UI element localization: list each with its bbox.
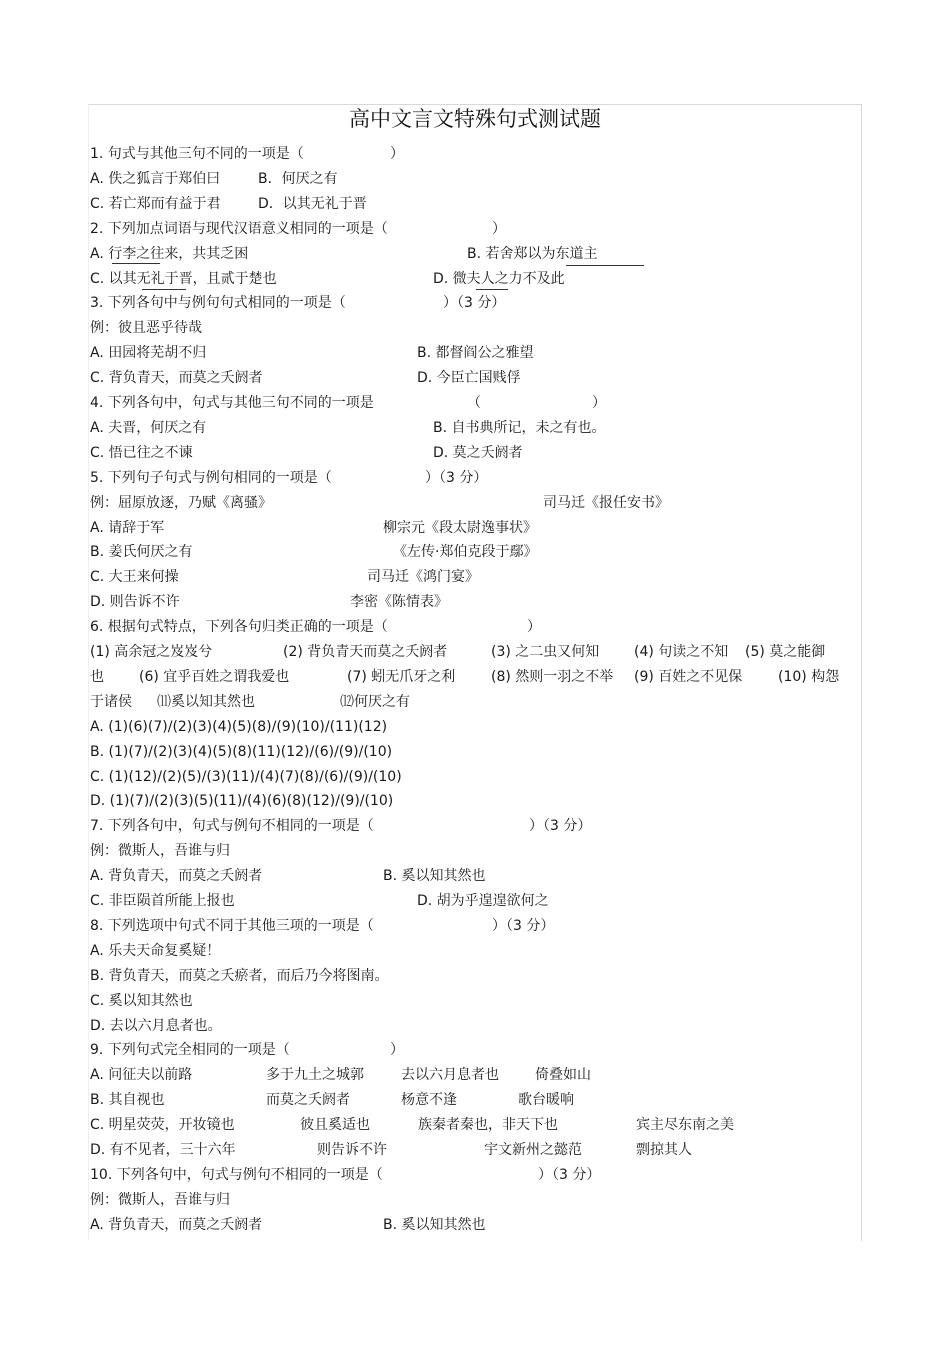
text-segment: 6. 根据句式特点，下列各句归类正确的一项是（	[90, 619, 388, 636]
underline-mark	[142, 289, 186, 290]
text-segment: C. (1)(12)/(2)(5)/(3)(11)/(4)(7)(8)/(6)/(9)/(10)	[90, 768, 402, 785]
text-segment: 例：微斯人，吾谁与归	[90, 1191, 230, 1208]
text-line	[0, 940, 950, 962]
text-line	[0, 890, 950, 912]
text-segment: 宇文新州之懿范	[484, 1142, 582, 1158]
text-segment: 2. 下列加点词语与现代汉语意义相同的一项是（	[90, 220, 388, 237]
text-line	[0, 716, 950, 738]
text-segment: 剽掠其人	[636, 1142, 692, 1158]
text-segment: 5. 下列句子句式与例句相同的一项是（	[90, 469, 332, 486]
text-line	[0, 1139, 950, 1161]
text-segment: B. 自书典所记，未之有也。	[433, 419, 606, 436]
text-line	[0, 417, 950, 439]
underline-mark	[566, 265, 644, 266]
text-segment: 族秦者秦也，非天下也	[418, 1117, 558, 1134]
text-line	[0, 566, 950, 588]
text-segment: B. 若舍郑以为东道主	[467, 245, 598, 262]
text-line	[0, 1039, 950, 1061]
text-segment: D. 微夫人之力不及此	[433, 270, 565, 287]
text-line	[0, 292, 950, 314]
text-segment: 4. 下列各句中，句式与其他三句不同的一项是	[90, 395, 374, 411]
text-segment: ⑾奚以知其然也	[157, 693, 255, 710]
text-line	[0, 840, 950, 862]
text-line	[0, 367, 950, 389]
text-segment: A. 夫晋，何厌之有	[90, 419, 207, 436]
text-line	[0, 965, 950, 987]
text-segment: C. 非臣陨首所能上报也	[90, 893, 235, 909]
text-segment: ）（3 分）	[529, 818, 592, 835]
text-line	[0, 865, 950, 887]
text-segment: C. 奚以知其然也	[90, 992, 193, 1009]
text-segment: A. 问征夫以前路	[90, 1067, 193, 1084]
text-line	[0, 741, 950, 763]
text-segment: 而莫之夭阏者	[266, 1092, 350, 1109]
text-segment: 倚叠如山	[535, 1067, 591, 1084]
text-segment: C. 以其无礼于晋，且贰于楚也	[90, 270, 277, 287]
text-segment: (1) 高余冠之岌岌兮	[90, 644, 213, 660]
text-segment: A. (1)(6)(7)/(2)(3)(4)(5)(8)/(9)(10)/(11)(12)	[90, 718, 388, 735]
text-segment: C. 背负青天，而莫之夭阏者	[90, 370, 263, 387]
text-segment: 李密《陈情表》	[350, 594, 448, 611]
text-line	[0, 915, 950, 937]
text-segment: B. 背负青天，而莫之夭瘀者，而后乃今将图南。	[90, 967, 389, 984]
text-line	[0, 218, 950, 240]
text-segment: C. 若亡郑而有益于君	[90, 195, 221, 212]
text-segment: (6) 宜乎百姓之谓我爱也	[139, 668, 290, 685]
text-segment: ）	[390, 146, 404, 162]
text-line	[0, 990, 950, 1012]
text-segment: B. 其自视也	[90, 1092, 165, 1109]
text-line	[0, 1164, 950, 1186]
text-line	[0, 143, 950, 165]
text-segment: 9. 下列句式完全相同的一项是（	[90, 1042, 290, 1059]
text-segment: D．以其无礼于晋	[258, 195, 367, 212]
text-segment: B. 奚以知其然也	[383, 1216, 486, 1233]
text-segment: D. 去以六月息者也。	[90, 1017, 222, 1034]
text-segment: 多于九土之城郭	[266, 1067, 364, 1084]
text-segment: ）（3 分）	[538, 1166, 601, 1183]
text-line	[0, 766, 950, 788]
text-line	[0, 268, 950, 290]
text-segment: 也	[90, 668, 104, 685]
text-segment: 宾主尽东南之美	[636, 1117, 734, 1134]
text-line	[0, 790, 950, 812]
text-line	[0, 1114, 950, 1136]
text-segment: ）（3 分）	[443, 295, 506, 312]
text-segment: ⑿何厌之有	[340, 693, 410, 710]
text-segment: 例：屈原放逐，乃赋《离骚》	[90, 494, 272, 511]
text-segment: D. 莫之夭阏者	[433, 444, 523, 461]
text-segment: ）	[592, 395, 606, 411]
text-segment: B. 姜氏何厌之有	[90, 544, 193, 561]
text-line	[0, 467, 950, 489]
text-segment: 10. 下列各句中，句式与例句不相同的一项是（	[90, 1166, 383, 1183]
underline-mark	[112, 263, 160, 264]
text-segment: C. 明星荧荧，开妆镜也	[90, 1117, 235, 1134]
text-line	[0, 591, 950, 613]
text-line	[0, 666, 950, 688]
text-line	[0, 392, 950, 414]
text-segment: (5) 莫之能御	[745, 644, 826, 660]
text-segment: 司马迁《报任安书》	[543, 494, 669, 511]
text-segment: 1. 句式与其他三句不同的一项是（	[90, 146, 304, 162]
text-segment: A. 田园将芜胡不归	[90, 345, 207, 362]
text-segment: 歌台暖响	[518, 1092, 574, 1109]
text-segment: A. 乐夫天命复奚疑！	[90, 942, 221, 959]
text-segment: 柳宗元《段太尉逸事状》	[383, 519, 537, 536]
text-line	[0, 1214, 950, 1236]
text-line	[0, 492, 950, 514]
text-line	[0, 541, 950, 563]
text-segment: B．何厌之有	[258, 170, 338, 187]
text-segment: 例：彼且恶乎待哉	[90, 320, 202, 337]
text-segment: 杨意不逢	[401, 1092, 457, 1109]
underline-mark	[476, 289, 508, 290]
text-segment: B. 奚以知其然也	[383, 868, 486, 885]
text-segment: B. (1)(7)/(2)(3)(4)(5)(8)(11)(12)/(6)/(9)/(10)	[90, 743, 393, 760]
text-segment: ）	[492, 220, 506, 237]
text-segment: (9) 百姓之不见保	[634, 668, 743, 685]
page-title: 高中文言文特殊句式测试题	[349, 107, 601, 131]
text-segment: C. 大王来何操	[90, 569, 179, 586]
text-segment: D. 胡为乎遑遑欲何之	[417, 893, 549, 909]
text-segment: 则告诉不许	[317, 1142, 387, 1158]
text-segment: A. 背负青天，而莫之夭阏者	[90, 868, 263, 885]
text-segment: (4) 句读之不知	[634, 644, 729, 660]
text-line	[0, 193, 950, 215]
text-segment: 司马迁《鸿门宴》	[367, 569, 479, 586]
text-segment: 去以六月息者也	[401, 1067, 499, 1084]
text-segment: 《左传·郑伯克段于鄢》	[393, 544, 538, 561]
text-line	[0, 342, 950, 364]
text-segment: (10) 构怨	[778, 668, 840, 685]
text-segment: D. 今臣亡国贱俘	[417, 370, 521, 387]
text-segment: ）（3 分）	[425, 469, 488, 486]
text-segment: 7. 下列各句中，句式与例句不相同的一项是（	[90, 818, 374, 835]
text-segment: D. (1)(7)/(2)(3)(5)(11)/(4)(6)(8)(12)/(9)/(10)	[90, 793, 394, 810]
text-segment: (2) 背负青天而莫之夭阏者	[283, 644, 448, 660]
text-line	[0, 517, 950, 539]
text-line	[0, 815, 950, 837]
text-line	[0, 1064, 950, 1086]
text-segment: A. 佚之狐言于郑伯曰	[90, 170, 221, 187]
text-segment: 3. 下列各句中与例句句式相同的一项是（	[90, 295, 346, 312]
text-segment: 例：微斯人，吾谁与归	[90, 843, 230, 860]
text-segment: ）（3 分）	[492, 917, 555, 934]
text-segment: (7) 蚓无爪牙之利	[347, 668, 456, 685]
text-line	[0, 168, 950, 190]
text-line	[0, 1089, 950, 1111]
text-line	[0, 616, 950, 638]
text-line	[0, 1189, 950, 1211]
text-segment: D. 则告诉不许	[90, 594, 180, 611]
text-segment: （	[467, 395, 481, 411]
text-line	[0, 641, 950, 663]
text-segment: 8. 下列选项中句式不同于其他三项的一项是（	[90, 917, 374, 934]
text-line	[0, 317, 950, 339]
text-segment: D. 有不见者，三十六年	[90, 1142, 236, 1158]
text-line	[0, 691, 950, 713]
text-segment: (3) 之二虫又何知	[491, 644, 600, 660]
text-line	[0, 243, 950, 265]
text-line	[0, 442, 950, 464]
text-segment: B. 都督阎公之雅望	[417, 345, 534, 362]
text-segment: (8) 然则一羽之不举	[491, 668, 614, 685]
text-segment: ）	[390, 1042, 404, 1059]
text-line	[0, 1015, 950, 1037]
text-segment: 彼且奚适也	[300, 1117, 370, 1134]
text-segment: C. 悟已往之不谏	[90, 444, 193, 461]
text-segment: A. 背负青天，而莫之夭阏者	[90, 1216, 263, 1233]
text-segment: 于诸侯	[90, 693, 132, 710]
text-segment: ）	[527, 619, 541, 636]
text-segment: A. 行李之往来，共其乏困	[90, 245, 249, 262]
text-segment: A. 请辞于军	[90, 519, 165, 536]
